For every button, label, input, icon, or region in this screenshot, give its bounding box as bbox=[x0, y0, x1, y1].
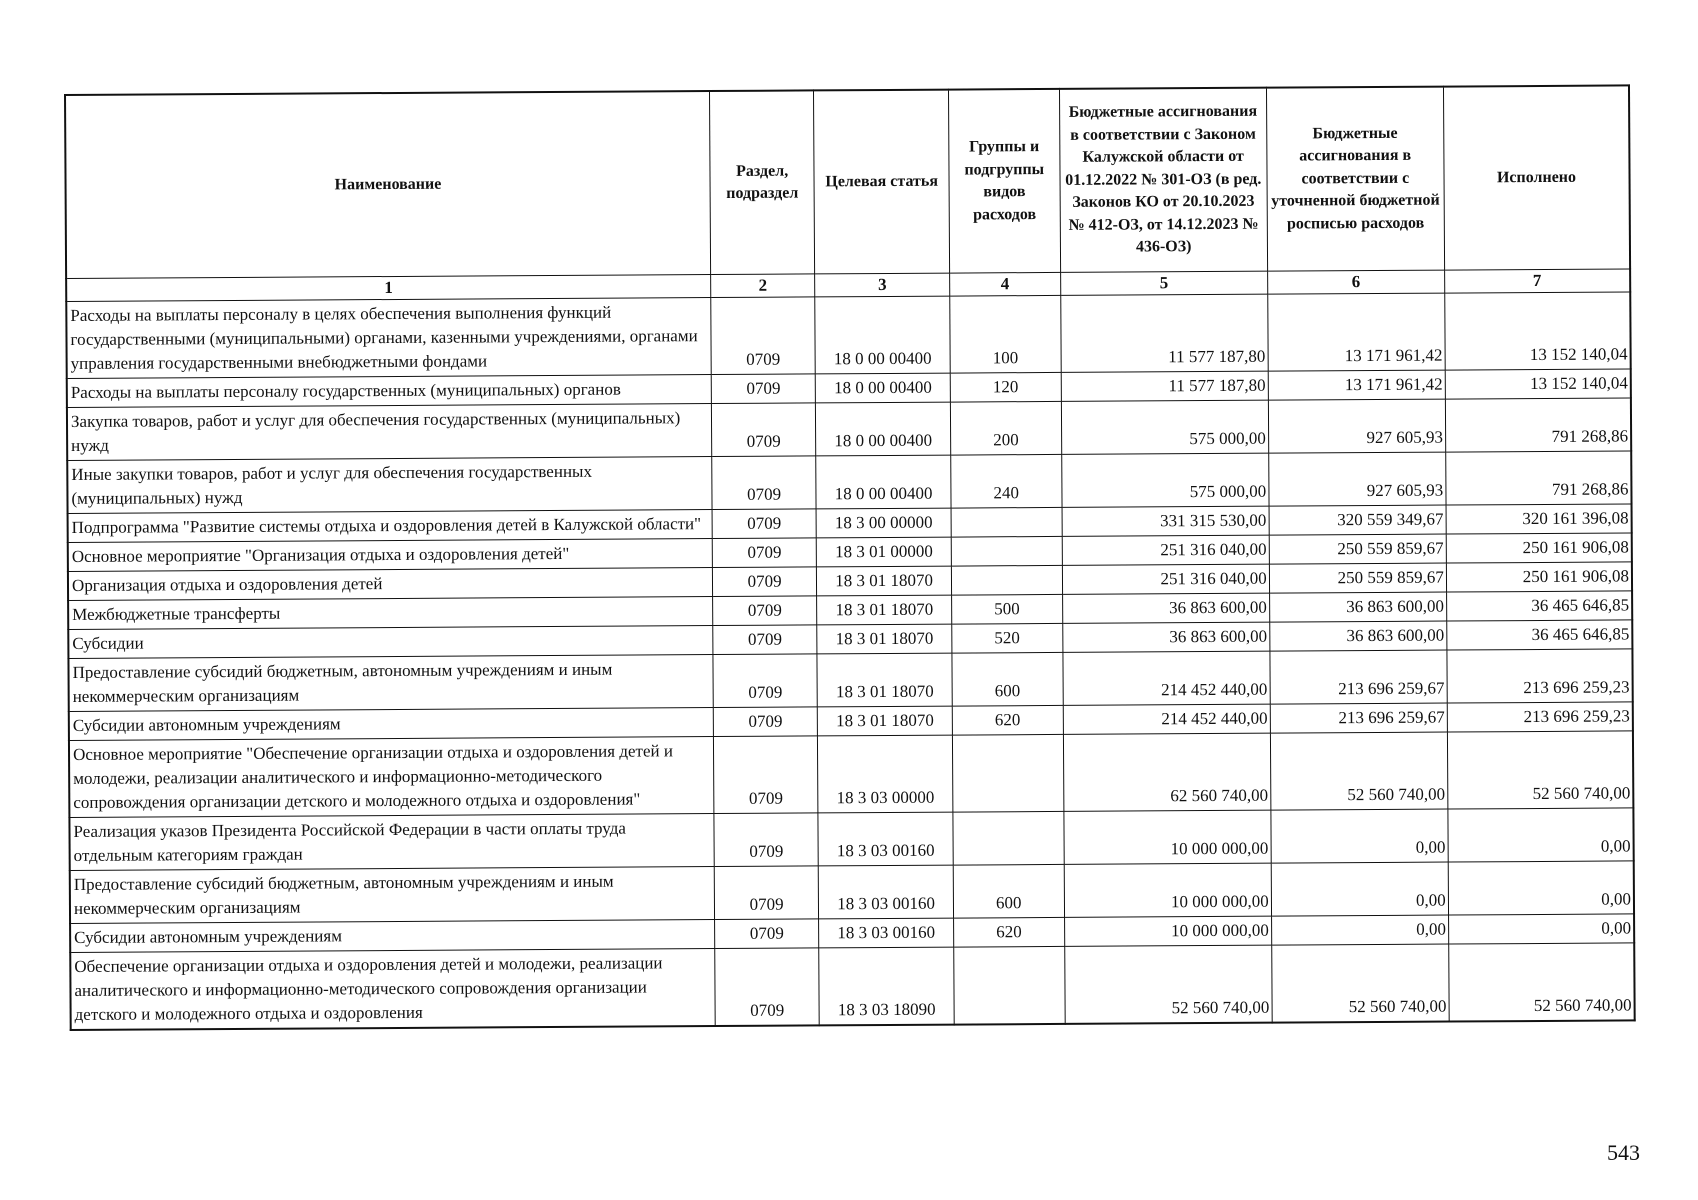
row-expense-group-cell bbox=[954, 946, 1065, 1024]
row-expense-group-cell bbox=[952, 734, 1063, 812]
row-executed-cell: 213 696 259,23 bbox=[1447, 702, 1633, 732]
row-name-cell: Подпрограмма "Развитие системы отдыха и оздоровления детей в Калужской области" bbox=[68, 510, 713, 543]
row-target-article-cell: 18 0 00 00400 bbox=[816, 455, 951, 509]
column-number: 6 bbox=[1267, 270, 1444, 294]
header-name: Наименование bbox=[65, 91, 710, 278]
row-budget-refined-cell: 0,00 bbox=[1271, 809, 1448, 863]
row-executed-cell: 250 161 906,08 bbox=[1446, 562, 1632, 592]
row-name-cell: Закупка товаров, работ и услуг для обеспечения государственных (муниципальных) нужд bbox=[67, 404, 712, 461]
row-budget-refined-cell: 927 605,93 bbox=[1268, 452, 1445, 506]
table-row bbox=[67, 451, 1631, 514]
row-budget-law-cell: 575 000,00 bbox=[1062, 453, 1269, 507]
row-name-cell: Расходы на выплаты персоналу государственных (муниципальных) органов bbox=[67, 375, 712, 408]
row-budget-law-cell: 62 560 740,00 bbox=[1063, 733, 1270, 811]
row-budget-law-cell: 251 316 040,00 bbox=[1062, 564, 1269, 594]
row-budget-law-cell: 251 316 040,00 bbox=[1062, 535, 1269, 565]
row-name-cell: Основное мероприятие "Обеспечение организации отдыха и оздоровления детей и молодежи, реализации аналитического и информационно-методического сопровождения организации детского и молодежного отдыха и оздоровления" bbox=[69, 737, 714, 818]
row-name-cell: Межбюджетные трансферты bbox=[68, 597, 713, 630]
row-budget-law-cell: 575 000,00 bbox=[1061, 400, 1268, 454]
table-body bbox=[66, 292, 1634, 1030]
row-target-article-cell: 18 3 03 18090 bbox=[819, 947, 954, 1025]
row-budget-law-cell: 52 560 740,00 bbox=[1065, 945, 1272, 1024]
row-budget-law-cell: 10 000 000,00 bbox=[1064, 916, 1271, 946]
row-expense-group-cell bbox=[951, 536, 1062, 566]
table-row bbox=[66, 292, 1630, 379]
row-budget-law-cell: 214 452 440,00 bbox=[1063, 704, 1270, 734]
row-target-article-cell: 18 0 00 00400 bbox=[816, 402, 951, 456]
row-target-article-cell: 18 3 01 18070 bbox=[817, 653, 952, 707]
column-number: 4 bbox=[949, 272, 1060, 296]
row-budget-law-cell: 214 452 440,00 bbox=[1063, 651, 1270, 705]
row-target-article-cell: 18 3 03 00160 bbox=[819, 865, 954, 919]
row-target-article-cell: 18 3 01 18070 bbox=[817, 595, 952, 625]
row-budget-law-cell: 331 315 530,00 bbox=[1062, 506, 1269, 536]
row-target-article-cell: 18 0 00 00400 bbox=[816, 373, 951, 403]
header-executed: Исполнено bbox=[1443, 85, 1630, 270]
row-expense-group-cell: 620 bbox=[952, 705, 1063, 735]
row-expense-group-cell: 600 bbox=[952, 652, 1063, 706]
row-budget-refined-cell: 36 863 600,00 bbox=[1269, 592, 1446, 622]
row-target-article-cell: 18 3 03 00160 bbox=[819, 918, 954, 948]
row-executed-cell: 320 161 396,08 bbox=[1446, 504, 1632, 534]
row-budget-refined-cell: 0,00 bbox=[1271, 862, 1448, 916]
column-number: 2 bbox=[710, 274, 815, 298]
header-budget-law: Бюджетные ассигнования в соответствии с Законом Калужской области от 01.12.2022 № 301-ОЗ (в ред. Законов КО от 20.10.2023 № 412-ОЗ, от 14.12.2023 № 436-ОЗ) bbox=[1059, 88, 1267, 273]
row-executed-cell: 36 465 646,85 bbox=[1446, 591, 1632, 621]
row-section-cell: 0709 bbox=[712, 567, 817, 597]
row-executed-cell: 0,00 bbox=[1448, 808, 1634, 862]
row-budget-law-cell: 11 577 187,80 bbox=[1061, 371, 1268, 401]
row-section-cell: 0709 bbox=[712, 509, 817, 539]
table-header bbox=[65, 85, 1630, 301]
row-section-cell: 0709 bbox=[713, 625, 818, 655]
header-target-article: Целевая статья bbox=[814, 90, 950, 274]
row-budget-refined-cell: 320 559 349,67 bbox=[1269, 505, 1446, 535]
row-section-cell: 0709 bbox=[712, 538, 817, 568]
row-target-article-cell: 18 3 03 00000 bbox=[818, 735, 953, 813]
table-row bbox=[67, 398, 1631, 461]
row-section-cell: 0709 bbox=[713, 654, 818, 708]
row-target-article-cell: 18 3 01 18070 bbox=[818, 706, 953, 736]
row-name-cell: Основное мероприятие "Организация отдыха и оздоровления детей" bbox=[68, 539, 713, 572]
row-executed-cell: 13 152 140,04 bbox=[1445, 369, 1631, 399]
table-row bbox=[69, 731, 1633, 818]
row-budget-refined-cell: 927 605,93 bbox=[1268, 399, 1445, 453]
row-name-cell: Иные закупки товаров, работ и услуг для обеспечения государственных (муниципальных) нужд bbox=[67, 457, 712, 514]
row-budget-law-cell: 36 863 600,00 bbox=[1062, 593, 1269, 623]
row-executed-cell: 52 560 740,00 bbox=[1447, 731, 1633, 809]
row-name-cell: Субсидии автономным учреждениям bbox=[69, 708, 714, 741]
row-section-cell: 0709 bbox=[714, 919, 819, 949]
table-row bbox=[70, 861, 1634, 924]
row-expense-group-cell: 100 bbox=[950, 295, 1061, 373]
header-expense-group: Группы и подгруппы видов расходов bbox=[948, 89, 1060, 273]
column-number: 5 bbox=[1060, 271, 1267, 295]
row-executed-cell: 791 268,86 bbox=[1446, 451, 1632, 505]
header-section: Раздел, подраздел bbox=[709, 90, 815, 274]
row-section-cell: 0709 bbox=[713, 736, 818, 814]
row-name-cell: Обеспечение организации отдыха и оздоровления детей и молодежи, реализации аналитического и информационно-методического сопровождения организации детского и молодежного отдыха и оздоровления bbox=[70, 949, 715, 1030]
row-section-cell: 0709 bbox=[711, 297, 816, 375]
table-row bbox=[70, 943, 1634, 1030]
row-name-cell: Субсидии автономным учреждениям bbox=[70, 920, 715, 953]
row-name-cell: Субсидии bbox=[68, 626, 713, 659]
row-section-cell: 0709 bbox=[712, 596, 817, 626]
row-target-article-cell: 18 3 01 00000 bbox=[817, 537, 952, 567]
row-expense-group-cell: 120 bbox=[950, 372, 1061, 402]
header-row bbox=[65, 85, 1630, 278]
row-section-cell: 0709 bbox=[714, 866, 819, 920]
row-expense-group-cell: 600 bbox=[953, 864, 1064, 918]
row-expense-group-cell bbox=[953, 811, 1064, 865]
row-budget-law-cell: 10 000 000,00 bbox=[1064, 863, 1271, 917]
budget-execution-table bbox=[64, 84, 1636, 1031]
row-target-article-cell: 18 3 01 18070 bbox=[817, 624, 952, 654]
table-row bbox=[68, 649, 1632, 712]
row-section-cell: 0709 bbox=[714, 813, 819, 867]
row-executed-cell: 213 696 259,23 bbox=[1447, 649, 1633, 703]
row-executed-cell: 36 465 646,85 bbox=[1447, 620, 1633, 650]
row-expense-group-cell: 520 bbox=[952, 623, 1063, 653]
row-name-cell: Предоставление субсидий бюджетным, автономным учреждениям и иным некоммерческим организациям bbox=[68, 655, 713, 712]
row-expense-group-cell: 500 bbox=[951, 594, 1062, 624]
row-budget-refined-cell: 52 560 740,00 bbox=[1271, 944, 1449, 1023]
row-section-cell: 0709 bbox=[711, 403, 816, 457]
row-target-article-cell: 18 3 00 00000 bbox=[816, 508, 951, 538]
row-name-cell: Организация отдыха и оздоровления детей bbox=[68, 568, 713, 601]
table-row bbox=[69, 808, 1633, 871]
row-name-cell: Предоставление субсидий бюджетным, автономным учреждениям и иным некоммерческим организациям bbox=[70, 867, 715, 924]
row-executed-cell: 250 161 906,08 bbox=[1446, 533, 1632, 563]
row-section-cell: 0709 bbox=[713, 707, 818, 737]
row-budget-law-cell: 36 863 600,00 bbox=[1063, 622, 1270, 652]
row-budget-refined-cell: 36 863 600,00 bbox=[1269, 621, 1446, 651]
row-name-cell: Реализация указов Президента Российской Федерации в части оплаты труда отдельным категориям граждан bbox=[69, 814, 714, 871]
page-number: 543 bbox=[1607, 1140, 1640, 1165]
row-executed-cell: 0,00 bbox=[1448, 861, 1634, 915]
row-expense-group-cell bbox=[951, 565, 1062, 595]
row-executed-cell: 791 268,86 bbox=[1445, 398, 1631, 452]
row-budget-refined-cell: 213 696 259,67 bbox=[1270, 703, 1447, 733]
row-expense-group-cell: 240 bbox=[951, 454, 1062, 508]
row-expense-group-cell: 200 bbox=[950, 401, 1061, 455]
row-section-cell: 0709 bbox=[715, 948, 820, 1026]
row-executed-cell: 52 560 740,00 bbox=[1449, 943, 1635, 1022]
row-budget-refined-cell: 13 171 961,42 bbox=[1268, 370, 1445, 400]
row-target-article-cell: 18 3 03 00160 bbox=[818, 812, 953, 866]
row-budget-refined-cell: 0,00 bbox=[1271, 915, 1448, 945]
row-budget-refined-cell: 250 559 859,67 bbox=[1269, 563, 1446, 593]
row-budget-law-cell: 10 000 000,00 bbox=[1064, 810, 1271, 864]
row-expense-group-cell: 620 bbox=[953, 917, 1064, 947]
row-budget-refined-cell: 13 171 961,42 bbox=[1267, 293, 1445, 371]
row-target-article-cell: 18 0 00 00400 bbox=[815, 296, 950, 374]
header-budget-refined: Бюджетные ассигнования в соответствии с уточненной бюджетной росписью расходов bbox=[1266, 87, 1444, 272]
row-budget-refined-cell: 250 559 859,67 bbox=[1269, 534, 1446, 564]
row-section-cell: 0709 bbox=[712, 456, 817, 510]
row-executed-cell: 13 152 140,04 bbox=[1445, 292, 1631, 370]
row-budget-refined-cell: 52 560 740,00 bbox=[1270, 732, 1448, 810]
row-section-cell: 0709 bbox=[711, 374, 816, 404]
row-expense-group-cell bbox=[951, 507, 1062, 537]
row-budget-law-cell: 11 577 187,80 bbox=[1061, 294, 1268, 372]
row-name-cell: Расходы на выплаты персоналу в целях обеспечения выполнения функций государственными (муниципальными) органами, казенными учреждениями, органами управления государственными внебюджетными фондами bbox=[66, 298, 711, 379]
column-number: 1 bbox=[66, 275, 711, 302]
row-budget-refined-cell: 213 696 259,67 bbox=[1270, 650, 1447, 704]
column-number: 3 bbox=[815, 273, 950, 297]
column-number: 7 bbox=[1444, 269, 1630, 293]
row-executed-cell: 0,00 bbox=[1448, 914, 1634, 944]
row-target-article-cell: 18 3 01 18070 bbox=[817, 566, 952, 596]
